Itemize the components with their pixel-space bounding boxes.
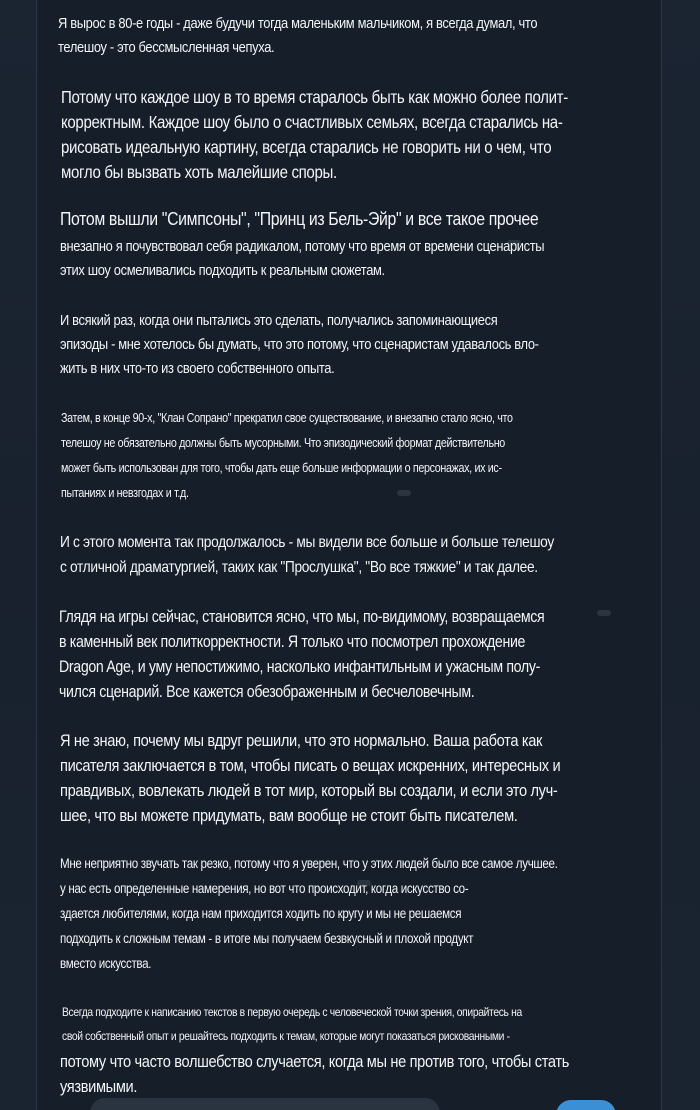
post-paragraph: Затем, в конце 90-х, "Клан Сопрано" прекратил свое существование, и внезапно стало ясно, что телешоу не обязательно должны быть мусорными. Что эпизодический формат действительно может быть использован для того, чтобы дать еще больше информации о персонажах, их ис- пытаниях и невзгодах и т.д. [61,411,513,500]
post-paragraph: Я вырос в 80-е годы - даже будучи тогда маленьким мальчиком, я всегда думал, что телешоу - это бессмысленная чепуха. [58,15,538,56]
post-paragraph: внезапно я почувствовал себя радикалом, потому что время от времени сценаристы этих шоу осмеливались подходить к реальным сюжетам. [60,238,545,279]
post-paragraph: Потом вышли "Симпсоны", "Принц из Бель-Эйр" и все такое прочее [60,209,539,229]
post-paragraph: Я не знаю, почему мы вдруг решили, что это нормально. Ваша работа как писателя заключается в том, чтобы писать о вещах искренних, интересных и правдивых, вовлекать людей в тот мир, который вы создали, и если это луч- шее, что вы можете придумать, вам вообще не стоит быть писателем. [60,731,561,825]
post-paragraph: Потому что каждое шоу в то время старалось быть как можно более полит- корректным. Каждое шоу было о счастливых семьях, всегда старались на- рисовать идеальную картину, всегда старались не говорить ни о чем, что могло бы вызвать хоть малейшие споры. [61,87,568,182]
post-paragraph: Всегда подходите к написанию текстов в первую очередь с человеческой точки зрения, опирайтесь на свой собственный опыт и решайтесь подходить к темам, которые могут показаться рискованными - [62,1005,522,1043]
post-paragraph: И всякий раз, когда они пытались это сделать, получались запоминающиеся эпизоды - мне хотелось бы думать, что это потому, что сценаристам удавалось вло- жить в них что-то из своего собственного опыта. [60,312,539,377]
reply-input-bar[interactable] [90,1098,440,1110]
post-paragraph: Глядя на игры сейчас, становится ясно, что мы, по-видимому, возвращаемся в каменный век политкорректности. Я только что посмотрел прохождение Dragon Age, и уму непостижимо, насколько инфантильным и ужасным полу- чился сценарий. Все кажется обезображенным и бесчеловечным. [59,608,545,701]
post-paragraph: потому что часто волшебство случается, когда мы не против того, чтобы стать уязвимыми. [60,1052,570,1096]
action-button[interactable] [556,1100,616,1110]
post-paragraph: Мне неприятно звучать так резко, потому что я уверен, что у этих людей было все самое лучшее. у нас есть определенные намерения, но вот что происходит, когда искусство со- здается любителями, когда нам приходится ходить по кругу и мы не решаемся подходить к сложным темам - в итоге мы получаем безвкусный и плохой продукт вместо искусства. [60,856,558,971]
post-paragraph: И с этого момента так продолжалось - мы видели все больше и больше телешоу с отличной драматургией, таких как "Прослушка", "Во все тяжкие" и так далее. [60,534,554,576]
